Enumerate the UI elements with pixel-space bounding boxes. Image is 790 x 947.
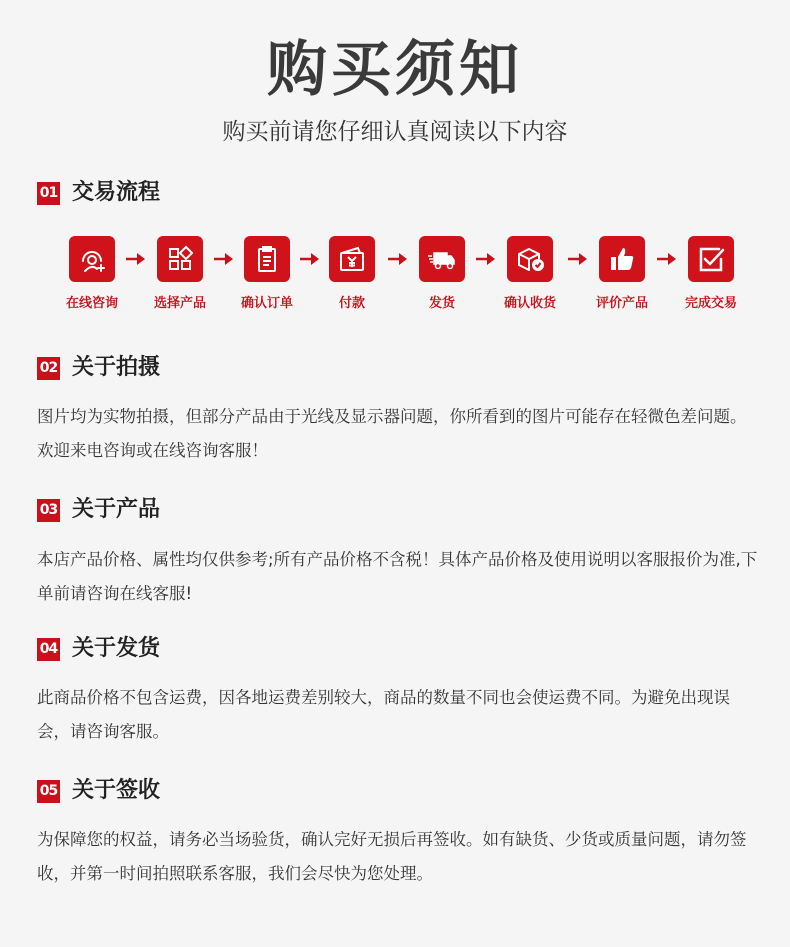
box-check-icon: [507, 236, 553, 282]
section-title: 交易流程: [72, 180, 161, 205]
flow-step-label: 确认收货: [503, 296, 556, 311]
flow-step-select-product: [130, 236, 230, 311]
truck-icon: [419, 236, 465, 282]
section-title: 关于签收: [72, 778, 161, 803]
flow-step-label: 确认订单: [240, 296, 293, 311]
flow-step-review-product: [572, 236, 672, 311]
section-number: 02: [37, 357, 60, 380]
flow-step-label: 在线咨询: [65, 296, 118, 311]
flow-step-label: 付款: [338, 296, 365, 311]
section-number: 04: [37, 638, 60, 661]
flow-step-complete-transaction: [661, 236, 761, 311]
section-05-header: [37, 778, 160, 804]
grid-icon: [157, 236, 203, 282]
wallet-icon: [329, 236, 375, 282]
section-03-header: [37, 497, 160, 523]
section-01-header: [37, 180, 160, 206]
clipboard-icon: [244, 236, 290, 282]
flow-step-online-consult: [42, 236, 142, 311]
section-title: 关于发货: [72, 636, 161, 661]
page-subtitle: 购买前请您仔细认真阅读以下内容: [222, 119, 568, 145]
flow-step-shipping: [392, 236, 492, 311]
thumbs-up-icon: [599, 236, 645, 282]
headset-icon: [69, 236, 115, 282]
section-03-body: 本店产品价格、属性均仅供参考;所有产品价格不含税！具体产品价格及使用说明以客服报价为准,下单前请咨询在线客服!: [37, 550, 758, 603]
checkbox-icon: [688, 236, 734, 282]
section-number: 01: [37, 182, 60, 205]
flow-step-label: 发货: [428, 296, 455, 311]
process-flow: [0, 236, 790, 316]
flow-step-payment: [302, 236, 402, 311]
section-02-body: 图片均为实物拍摄，但部分产品由于光线及显示器问题，你所看到的图片可能存在轻微色差问题。欢迎来电咨询或在线咨询客服！: [37, 407, 747, 460]
section-title: 关于拍摄: [72, 355, 161, 380]
section-04-body: 此商品价格不包含运费，因各地运费差别较大，商品的数量不同也会使运费不同。为避免出现误会，请咨询客服。: [37, 688, 730, 741]
flow-step-confirm-receipt: [480, 236, 580, 311]
flow-step-label: 完成交易: [684, 296, 737, 311]
flow-step-label: 评价产品: [595, 296, 648, 311]
section-number: 03: [37, 499, 60, 522]
section-title: 关于产品: [72, 497, 161, 522]
flow-step-label: 选择产品: [153, 296, 206, 311]
page-title: 购买须知: [267, 35, 523, 105]
section-02-header: [37, 355, 160, 381]
section-05-body: 为保障您的权益，请务必当场验货，确认完好无损后再签收。如有缺货、少货或质量问题，请勿签收，并第一时间拍照联系客服，我们会尽快为您处理。: [37, 830, 747, 883]
section-number: 05: [37, 780, 60, 803]
section-04-header: [37, 636, 160, 662]
